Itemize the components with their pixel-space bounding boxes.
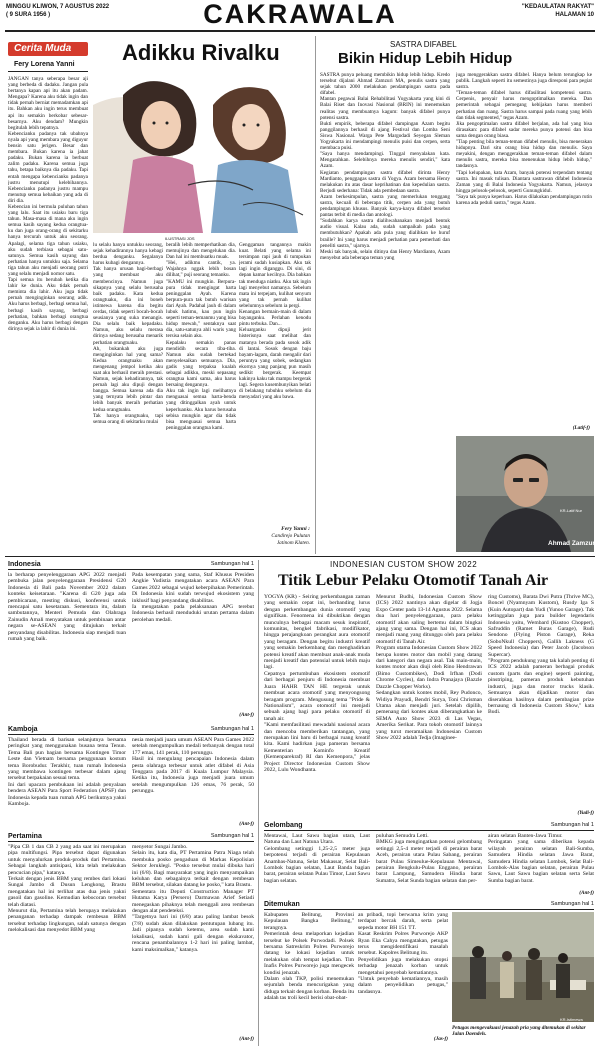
sastra-title: Bikin Hidup Lebih Hidup: [338, 50, 513, 67]
kamboja-signoff: (Ant-f): [239, 821, 254, 827]
gelombang-col1: Mentawai, Laut Sawu bagian utara, Laut Natuna dan Laut Natuna Utara. Gelombang setinggi 1,25-2,5 meter juga berpotensi terjadi di perairan Kepulauan Anambas-Natuna, Selat Makassar, Selat Bali-Lombok bagian selatan, Laut Banda bagian barat, perairan selatan Pulau Timor, Laut Sawu bagian selatan.: [264, 833, 370, 884]
indonesia-bar: [8, 560, 254, 570]
sastra-photo-credit: KR-Latif Nur: [560, 508, 583, 513]
kamboja-label: Kamboja: [8, 726, 38, 733]
gelombang-cont: Sambungan hal 1: [550, 822, 594, 828]
cerita-col3: beralih lebih memperhatikan dia, memujinya dan mengelukan dia. Dan hal ini membuatku muak. "Hei, adikmu cantik, ya. Wajahnya nggak lebih bosan dilihat," puji seorang temanku. "KAMU ini mungkin. Berpura-pura tidak mengingat harta peninggalan Ayah. Karena berpura-pura tak butuh warisan dari Ayah. Padahal jauh di dalam lubuk hatimu, kau pun ingin seperti teman-temanmu yang bisa hidup mewah," sentaknya saat dia, satu-satunya ahli waris yang tersisa selain aku. Kepalaku semakin panas mendidih secara tiba-tiba. Namun aku sudah bertekad menyelesaikan semuanya. Dia, gadis yang terpaksa kualah sebagai adikku, meski sepasang orangtua kami sama, aku harus bersaing dengannya. Aku tak ingin lagi melihatnya menguasai semua harta-benda yang ditinggalkan ayah untuk keperluanku. Aku harus berusaha sebisa mungkin agar dia tidak bisa menguasai semua harta peninggalan orangtua kami.: [166, 242, 236, 431]
sastra-col1: SASTRA punya peluang membikin hidup lebih hidup. Kredo tersebut dijalani Ahmad Zamzuri MA, penulis sastra yang sejak tahun 2000 melakukan pendampingan sastra pada difabel. Mantan pegawai Balai Rehabilitasi Yogyakarta yang kini di Balai Riset dan Inovasi Nasional (BRIN) ini menemukan realitas yang membuatnya kagum: banyak difabel punya potensi sastra. Bukti empirik, beberapa difabel dampingan Azam begitu panggilannya berhasil di ajang Festival dan Lomba Seni Siswa Nasional. Warga Pete Margodadi Seyegan Sleman Yogyakarta ini mendampingi menulis puisi dan cerpen, serta membaca puisi. "Saya hanya mendampingi. Tinggal menyalakan kata. Mengarahkan. Selebihnya mereka menulis sendiri," kata Azam. Kegiatan pendampingan sastra difabel dirinta Henry Mardianto, penggagas sastra di Yogya. Azam bersama Henry melakukan itu atas dasar keprihatinan dan kepedulian sastra. Berjudi sederhana: Tidak ada pembedaan sastra. Azam berkesimpulan, sastra yang memerlukan tenggang sastra, kecuali di beberapa titik, cerpen ada yang butuh pendampingan khusus. Banyak karya-karya difabel tersebut pantas terbit di media dan antologi. "Sudahkan karya sastra dialihwahanakan menjadi bentuk audio visual. Kalau ada, sudah sampaikah pada yang membutuhkan? Apakah ada pula yang dialihkan ke huruf braille? Ini yang harus menjadi perhatian para pemerhati dan peneliti sastra," ujarnya. Meski tak banyak, selain ditinya dan Henry Mardianto, Azam menyebut ada beberapa teman yang: [320, 72, 450, 261]
cerita-illus-credit: ILUSTRASI JOS: [165, 236, 195, 241]
header-date: MINGGU KLIWON, 7 AGUSTUS 2022: [6, 4, 110, 10]
gelombang-col3: airan selatan Banten-Jawa Timur. Peringatan yang sama diberikan kepada wilayah perairan selatan Bali-Sumba, Samudera Hindia selatan Jawa Barat, Samudera Hindia selatan Lombok, Selat Bali-Lombok-Alas bagian selatan, perairan Pulau Sawu, Laut Sawu bagian selatan serta Selat Sumba bagian barat.: [488, 833, 594, 884]
divider-cerita-sastra: [315, 36, 316, 554]
indonesia-col2: Pada kesempatan yang sama, Staf Khusus Presiden Angkie Yudistia mengatakan acara ASEAN Para Games 2022 sebagai wujud keberpihakan Pemerintah. Di Indonesia kini sudah terwujud ekosistem yang inklusif bagi penyandang disabilitas. Ia mengatakan pada pelaksanaan APG terebut Indonesia berhasil menduduki urutan pertama dalam perolehan medali.: [132, 572, 254, 623]
ditemukan-photo: [452, 912, 594, 1022]
cerita-sign-name: Fery Yanni :: [281, 526, 310, 532]
ditemukan-cont: Sambungan hal 1: [550, 901, 594, 907]
pertamina-col1: "Pipa CB 1 dan CB 2 yang ada saat ini merupakan pipa multifungsi. Pipa tersebut dapat digunakan untuk menyalurkan produk-produk dari Pertamina. Sebagai langkah antisipasi, kita telah melakukan pencucian pipa," katanya. Terkait dengan jenis BBM yang rembes dari lokasi Sungai Jambo di Dusun Lengkong, Brastu mengatakan hal ini terlihat atas dua jenis yakni gasoil dan gasoline. Kemudian kebocoran tersebut telah diatasi. Menurut dia, Pertamina telah berupaya melakukan penanganan terhadap dampak rembesan BBM tersebut terhadap lingkungan, salah satunya dengan melokalisasi dan menyedot BBM yang: [8, 844, 126, 934]
ditemukan-label: Ditemukan: [264, 901, 300, 908]
sastra-col2: juga menggerakkan sastra difabel. Hanya belum terungkap ke publik. Langkah seperti itu semestinya juga diresponi para pegiat sastra. "Teman-teman difabel harus difasilitasi kompetensi sastra. Cerpenis, penyair harus mengoptimalkan mereka. Dan pemerintah sebagai pemegang kebijakan harus memberi perhatian dan ruang. Sastra harus sampai pada ruang yang lebih dan tidak segmented," tegas Azam. Jika pengoptimalan sastra difabel berjalan, ada hal yang bisa dirasakan: para difabel sadar mereka punya potensi dan bisa sama dengan orang biasa. "Tiap penting bila teman-teman difabel menulis, bisa menerakan hidupnya. Dari situ orang bisa hidup dan menulis. Saya meyakini, dengan menggerakkan teman-teman difabel dalam menulis sastra, mereka bisa menenukan hidup lebih hidup," tandasnya. "Tapi kelupakan, kata Azam, banyak potensi terpendam tentang sastra. Ini masuk tulisan. Diantara sastrawan difabel Indonesia Zaman yang di Balai Indonesia Yogyakarta. Namun, jelasnya hingga pelosok-pelosok, seperti Gunungkidul. "Saya tak punya keperluan. Harus dilakukan pendampingan rutin karena ada peduli sastra," tegas Azam.: [456, 72, 592, 206]
indonesia-col1: la berharap penyelenggaraan APG 2022 menjadi pembuka jalan penyelenggaraan Presidensi G20 Indonesia di Bali pada November 2022 dalam konteks keisetaraan. "Karena di G20 juga ada pembicaraan, mesting diskusi, konferensi untuk mencapai satu kesetaraan. Sementara itu, dalam sambutannya, Menteri Pemuda dan Olahraga Zainudin Amali menyatakan untuk pembinaan antar negara se-ASEAN yang ditujukan terkait penyandang disabilitas. Indonesia siap menjadi tuan rumah yang baik.: [8, 572, 126, 643]
sastra-photo: [456, 436, 594, 552]
otomotif-kicker: INDONESIAN CUSTOM SHOW 2022: [330, 560, 478, 569]
gelombang-bar: [264, 821, 594, 831]
gelombang-col2: puluhan Semudra Letti. BMKG juga mengingatkan potensi gelombang setinggi 2,5-4 meter terjadi di perairan barat Aceh, perairan utara Pulau Sabang, perairan barat Pulau Simeulue-Kepulauan Mentawai, perairan Bengkulu-Pulau Enggano, perairan barat Lampung, Samudera Hindia barat Sumatra, Selat Sunda bagian selatan dan per-: [376, 833, 482, 884]
header-rule: [5, 30, 595, 32]
indonesia-label: Indonesia: [8, 561, 41, 568]
cerita-badge: [8, 42, 88, 56]
indonesia-cont: Sambungan hal 1: [210, 561, 254, 567]
kamboja-col1: Thailand berada di barisan selanjutnya bersama peringkat yang menggunakan busana tema Tenun. Tema Bali pun bagian bersama Kontingen Timor Leste dan Vietnam bersama penggunaan kostum tema Borobudur. Terakhir, tuan rumah Indonesia yang membawa kontingen terbesar dalam ajang tersebut berpakaian sesuai tema. Ini dari upacara pembukaan ini adalah penyalaan bendera ASEAN Para Sport Federation (APSF) dan Indonesia kepada tuan rumah APG berikutnya yakni Kamboja.: [8, 737, 126, 808]
sastra-photo-name: Ahmad Zamzuri: [548, 540, 597, 547]
otomotif-col2: Menurut Budhi, Indonesian Custom Show (ICS) 2022 nantinya akan digelar di Jogja Expo Center pada 13-14 Agustus 2022. Selama dua hari penyelenggaraan, para pelaku otomotif akan saling bertemu dalam bingkai ajang yang sama. Dengan hal ini, ICS akan menjadi ruang yang ditunggu oleh para pelaku otomotif di Tanah Air. Program utama Indonesian Custom Show 2022 berupa kontes motor dan mobil yang datang dari kategori dan negara asal. Tak main-main, kontes motor akan diuji oleh Rino Hendrawan (Bimo Custombikes), Dodi Irfhan (Dodi Chrome Cycles), dan Indra Pranajaya (Bazzle Dazzle Chopper Works). Sedangkan untuk kontes mobil, Rey Pudonco, Widiya Prayudi, Bendri Surya, Toni Chrisman Utama akan menjadi juri. Setelah dipilih, pemenang dari kontes akan diberangkatkan ke SEMA Auto Show 2023 di Las Vegas, Amerika Serikat. Para tokoh otomotif lainnya yang turut meramaikan Indonesian Custom Show 2022 adalah Tedja (Imaginee-: [376, 594, 482, 741]
girls-illustration-icon: [93, 65, 309, 233]
ditemukan-photo-credit: KR-Istimewa: [560, 1017, 583, 1022]
cerita-title: Adikku Rivalku: [122, 40, 280, 65]
cerita-col1: JANGAN tanya seberapa besar aji yang berbeda di dadaku. Jangan pula bertanya kapan api itu akan padam. Mengapa? Karena aku tidak ingin dan tidak pernah berniat memadamkan api itu. Bahkan aku ingin terus membuat api itu semakin berkobar sebesar-besarnya. Aku dendam? Mungkin begitulah lebih tepatnya. Kebencianku padanya tak ubahnya nyala api yang membara yang diguyur bensin satu jerigen. Besar dan membara. Bukan karena ia jahat padaku. Bukan karena ia berbuat zalim padaku. Karena semua juga tahu, betapa baiknya dia padaku. Tapi entah mengapa kebencianku padanya justru menutupi kelebihannya. Kebencianku padanya justru mampu menutup semua kebaikan yang ada di diri dia. Kebencian ini bermula puluhan tahun yang lalu. Saat itu usiaku baru tiga tahun. Masa-masa di mana aku ingin semua kasih sayang kedua orangtua-ku dan juga orang-orang di sekitarku hanya tercurah untuk aku seorang. Apalagi, selama tiga tahun usiaku, aku sudah terbiasa sebagai satu-satunya. Semua kasih sayang dan perhatian hanya untukku saja. Selama tiga tahun aku menjadi seorang putri yang selalu menjadi nomor satu. Tapi semua itu berubah ketika dia lahir ke dunia. Aku tidak pernah meminta dia lahir. Aku juga tidak pernah menginginkan seorang adik. Aku harus berbagi, berbagi semua hal, berbagi kasih sayang, berbagi perhatian, bahkan berbagi orangtua denganku. Aku harus berbagi dengan dirinya sejak ia lahir di dunia ini.: [8, 76, 88, 332]
ditemukan-col1: Kabupaten Belitung, Provinsi Kepulauan Bangka Belitung," terangnya. Pemerintah desa melaporkan kejadian tersebut ke Polsek Purwodadi. Polsek bersama Satreskrim Polres Purworejo datang ke lokasi kejadian untuk melakukan olah tempat kejadian. Tim Inafis Polres Purworejo juga mengecek kondisi jenazah. Dalam olah TKP, polisi menemukan sejumlah benda mencurigakan yang diduga terkait dengan korban. Benda itu adalah tas troli kecil berisi obat-obat-: [264, 912, 354, 1002]
cerita-author: Fery Lorena Yanni: [14, 61, 75, 68]
cerita-author-rule: [8, 71, 88, 72]
ditemukan-signoff: (Jas-f): [433, 1036, 448, 1042]
cerita-col2: lu selalu hanya untukku seorang, sejak kehadirannya hanya kebagi berdua denganku. Segalanya harus kubagi dengannya. Tak hanya urusan bagi-berbagi yang membuat aku membencinya. Namun juga sikapnya yang selalu berusaha baik padaku. Kata kedua orangtuaku, dia ini boneh istimewa karena dia begitu cerdas, tidak seperti bocah-bocah seusianya yang suka menangis. Dia selalu baik kepadaku. Namun, aku selalu merasa dirinya sedang berusaha menarik perhatian orangtuaku. Ah, bukankah aku juga menginginkan hal yang sama? Kedua orangtuaku akan mengenang jempol ketika aku saat aku berhasil meraih prestasi. Namun, sejak kehadirannya, tak pernah lagi aku dipuji dengan bangga. Semua karena ada dia yang ternyata lebih pintar dan lebih banyak meraih perhatian kedua orangtuaku. Tak hanya orangtuaku, tapi semua orang di sekitarku mulai: [93, 242, 163, 425]
cerita-badge-label: Cerita Muda: [14, 43, 72, 54]
pertamina-label: Pertamina: [8, 833, 42, 840]
kamboja-col2: nesia menjadi juara umum ASEAN Para Games 2022 setelah mengumpulkan medali terbanyak dengan total 177 emas, 141 perak, 110 perunggu. Hasil ini mengulang pencapaian Indonesia dalam pesta olahraga terbesar untuk atlet difabel di Asia Tenggara pada 2017 di Kuala Lumpur Malaysia. Ketika itu, Indonesia juga menjadi juara umum setelah mengumpulkan 126 emas, 76 perak, 50 perunggu.: [132, 737, 254, 795]
pertamina-signoff: (Ant-f): [239, 1036, 254, 1042]
header-issue: ( 9 SURA 1956 ): [6, 12, 51, 18]
ditemukan-bar: [264, 900, 594, 910]
sastra-signoff: (Latif-f): [572, 425, 590, 431]
otomotif-col3: ring Customs), Barata Dwi Putra (Thrive MC), Boncel (Nyamnyam Kustom), Rusdy Iga S (Kuin Autopart) dan Yudi (Yunoo Garage). Tak ketinggalan juga para builder legendaris Indonesia yaitu, Wembard (Kustoo Chopper), Safruddin (Ramet Buras Garage), Rudi Sendono (Flying Piston Garage), Reka (SoboNkull Choppers), Gallih Lakness (G Speed Indonesia) dan Peter Jacob (Jacobson Supercar). "Program pendukung yang tak kalah penting di ICS 2022 adalah pameran berbagai produk custom (parts dan engine) seperti painting, pinstriping, pameran produk kebutuhan industri, juga dan motor trucks klasik. Semuanya akan dijadikan motor dan diserahkan hasilnya dalam pembagian prize bernaung di Indonesia Custom Show," kata Budi.: [488, 594, 594, 716]
otomotif-title: Titik Lebur Pelaku Otomotif Tanah Air: [278, 572, 549, 589]
indonesia-signoff: (Ant-f): [239, 712, 254, 718]
sastra-kicker: SASTRA DIFABEL: [390, 40, 457, 49]
mid-rule: [5, 556, 595, 557]
header-page: HALAMAN 10: [555, 12, 594, 18]
masthead: CAKRAWALA: [203, 0, 397, 29]
otomotif-signoff: (Yudi-f): [577, 810, 594, 816]
pertamina-cont: Sambungan hal 1: [210, 833, 254, 839]
ditemukan-caption: Petugas mengevakuasi jenazah pria yang ditemukan di sekitar Jalan Daendels.: [452, 1025, 586, 1038]
kamboja-cont: Sambungan hal 1: [210, 726, 254, 732]
gelombang-label: Gelombang: [264, 822, 303, 829]
kamboja-bar: [8, 725, 254, 735]
otomotif-col1: YOGYA (KR) - Seiring perkembangan zaman yang semakin cepat ini, berbanding lurus dengan perkembangan dunia otomotif yang signifikan. Fenomena ini dibuktikan dengan munculnya berbagai macam sesuk inspiratif, komunitas, bengkel fabrikasi, modifikator, hingga perajangkoan perangkat aura otomotif yang beragam. Dengan begitu industri kreatif yang semakin berkembang dan menghadirkan potensi kreatif akan membuat anak-anak muda menjadi kreatif dan potensial untuk lebih maju lagi. Cepatnya pertumbuhan ekosistem otomotif dari berbagai penjuru di Indonesia membuat Juara HAHR TAN HE tergerak untuk membuat acara otomotif yang menyongsong beragam program. Mengusung tema "Pride & Nationalism", acara otomotif ini menjadi sebuah ajang bagi para pelaku otomotif di tanah air. "Kami memfasilitasi mewadahi nasional acara dan mencoba memberikan tantangan, yang merupakan lini baru di berbagai ruang kreatif kita. Kami hadirkan juga pameran bersama Kementerian Kominfo Kreatif (Kemenparekraf) RI dan Kemenpora," jelas Project Director Indonesian Custom Show 2022, Lulu Wondhanta.: [264, 594, 370, 773]
portrait-photo-icon: [456, 436, 594, 552]
gelombang-signoff: (Ant-f): [579, 890, 594, 896]
evacuation-photo-icon: [452, 912, 594, 1022]
ditemukan-col2: an pribadi, topi berwarna krim yang terdapat bercak darah, serta pelat sepeda motor BH 151 TT. Kasat Reskrim Polres Purworejo AKP Ryan Eka Cahya mengatakan, petugas terus mengidentifikasi masalah tersebut. Kapolres Belitung itu. Penyelidikan juga melakukan otopsi terhadap jenazah korban untuk mengetahui penyebab kematiannya. "Untuk penyebab kematiannya, masih dalam penyelidikan petugas," tandasnya.: [358, 912, 448, 995]
header-brand: "KEDAULATAN RAKYAT": [521, 4, 594, 10]
cerita-sign-line2: Jatinom Klaten.: [276, 540, 310, 546]
pertamina-col2: menyetor Sungai Jambo. Selain itu, kata dia, PT Pertamina Patra Niaga telah membuka posko pengaduan di Markas Kepolisian Sektor Jeruklegi. "Posko tersebut mulai dibuka hari ini (6/8). Bagi masyarakat yang ingin menyampaikan keluhan dan sebagainya terkait dengan rembesan BBM tersebut, silakan datang ke posko," kata Brastu. Sementara itu Deputi Construction Manager PT Hutama Karya (Persero) Darmawan Arief Setiadi menegaskan pihaknya telah menggali area rembesan dengan alat pendeteksi. "Targetnya hari ini (6/8) atau paling lambat besok (7/8) sudah akan dilakukan pentutupan lubang itu. Jadi pipanya sudah ketemu, area sudah kami lokalisasi, sudah kami gali dengan ekskavator, rencana penambalannya 1-2 hari ini paling lambat, kami maksimalkan," katanya.: [132, 844, 254, 953]
cerita-sign-line1: Candirejo Pulutan: [271, 533, 310, 539]
divider-left-right: [258, 560, 259, 1046]
cerita-illustration: [93, 65, 309, 233]
cerita-col4: Genggaman tangannya makin kuat. Belati yang selama ini tersimpan rapi jauh di tumpukan jerami sudah kusiapkan. Aku tak lagi ingin diganggu. Di sini, di depan kamar kecilnya. Dia bahkan tak menduga niatku. Aku tak ingin lagi menyebut namanya. Sebelum mata ini terpejam, kulihat senyum yang tak pernah kulihat sebelumnya sebelum ia pergi. Kenangan bermain-main di dalam bayanganku. Perlahan kenodu pintu terbuka. Dan... Keluarganku dipuji jerit histerisnya saat melihat dan matanya berada pada sosok adik di lantai. Sosok dengan baju bayam-lagam, darah mengalir dari peruntya yang sobek, sedangkan ekornya yang panjang pun masih sedikit bergerak. Keempat kakinya kaku tak mampu bergerak lagi. Segera kusembunyikan belati di belakang tubuhku sebelum dia menyadari yang aku bawa.: [239, 242, 311, 401]
pertamina-bar: [8, 832, 254, 842]
